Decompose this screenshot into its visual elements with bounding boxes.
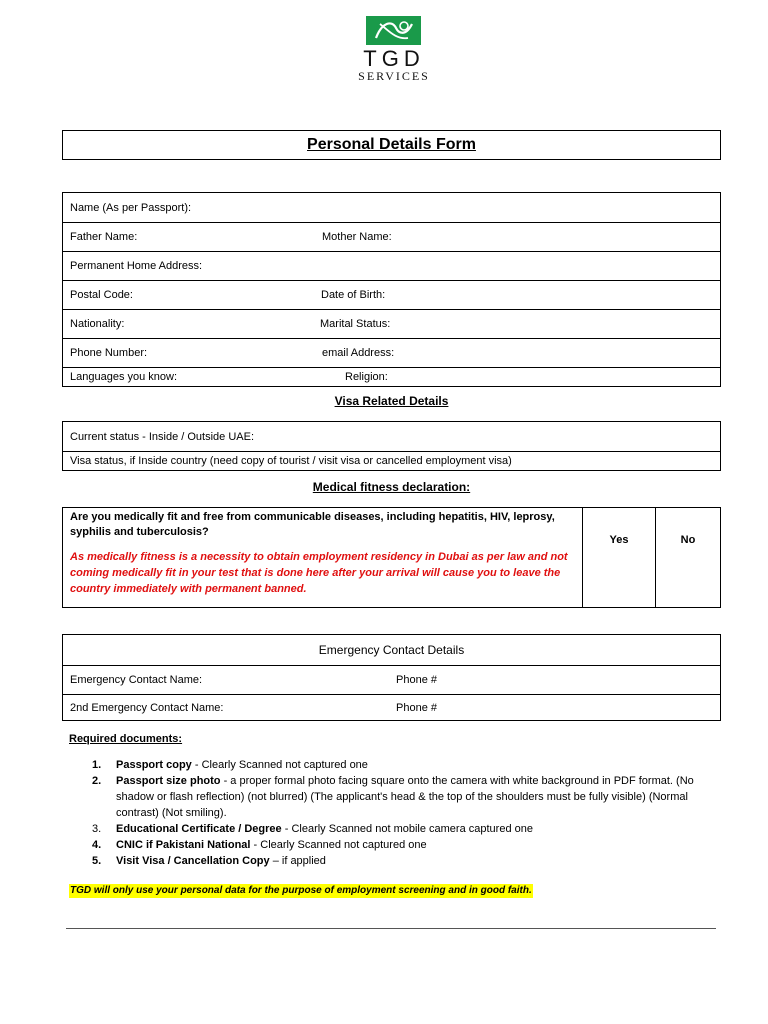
current-status-label: Current status - Inside / Outside UAE: (70, 430, 255, 443)
emergency-contact-table (62, 634, 721, 721)
postal-code-label: Postal Code: (70, 289, 133, 301)
medical-no-cell[interactable] (656, 508, 720, 607)
second-emergency-contact-row[interactable] (63, 694, 720, 720)
no-label: No (680, 534, 696, 546)
list-number: 5. (92, 855, 102, 867)
medical-yes-cell[interactable] (583, 508, 656, 607)
list-number: 4. (92, 839, 102, 851)
visa-table (62, 421, 721, 471)
nationality-row[interactable] (63, 309, 720, 338)
form-title-box (62, 130, 721, 160)
list-item (92, 837, 722, 853)
contact-row[interactable] (63, 338, 720, 367)
email-address-label: email Address: (322, 347, 395, 359)
list-number: 3. (92, 823, 102, 835)
document-name: Passport copy (116, 759, 192, 771)
second-emergency-contact-name-label: 2nd Emergency Contact Name: (70, 701, 224, 714)
list-item (92, 853, 722, 869)
visa-status-label: Visa status, if Inside country (need copy of tourist / visit visa or cancelled employment visa) (70, 455, 512, 467)
emergency-contact-name-label: Emergency Contact Name: (70, 674, 203, 686)
required-documents-title: Required documents: (69, 733, 183, 745)
document-name: CNIC if Pakistani National (116, 839, 251, 851)
list-item (92, 757, 722, 773)
visa-section-title: Visa Related Details (334, 394, 449, 408)
address-row[interactable] (63, 251, 720, 280)
list-item (92, 773, 722, 821)
marital-status-label: Marital Status: (320, 318, 391, 330)
address-label: Permanent Home Address: (70, 260, 203, 272)
medical-warning: As medically fitness is a necessity to obtain employment residency in Dubai as per law and not coming medically fit in your test that is done here after your arrival will cause you to leave the country immediately with permanent banned. (70, 551, 568, 595)
emergency-section-title: Emergency Contact Details (318, 643, 465, 657)
document-note: - a proper formal photo facing square onto the camera with white background in PDF format. (No shadow or flash reflection) (not blurred) (The applicant's head & the top of the shoulders must be fully visible) (Normal contrast) (Not smiling). (116, 775, 694, 819)
form-title: Personal Details Form (307, 136, 476, 153)
logo-text: TGD (363, 46, 425, 71)
parents-row[interactable] (63, 222, 720, 251)
required-documents-list (92, 757, 722, 869)
document-name: Visit Visa / Cancellation Copy (116, 855, 270, 867)
name-label: Name (As per Passport): (70, 201, 192, 214)
emergency-contact-row[interactable] (63, 665, 720, 694)
phone-number-label: Phone Number: (70, 347, 148, 359)
list-number: 2. (92, 775, 102, 787)
visa-current-status-row[interactable] (63, 422, 720, 451)
document-name: Educational Certificate / Degree (116, 823, 282, 835)
date-of-birth-label: Date of Birth: (321, 289, 386, 301)
data-usage-notice: TGD will only use your personal data for the purpose of employment screening and in good faith. (70, 885, 532, 896)
visa-status-row[interactable] (63, 451, 720, 470)
second-emergency-phone-label: Phone # (396, 701, 437, 714)
tgd-logo-mark (366, 16, 421, 45)
document-note: - Clearly Scanned not captured one (191, 759, 368, 771)
father-name-label: Father Name: (70, 231, 138, 243)
document-note: - Clearly Scanned not mobile camera captured one (281, 823, 533, 835)
emergency-header-row (63, 635, 720, 665)
nationality-label: Nationality: (70, 318, 125, 330)
medical-question-cell (63, 508, 583, 607)
list-number: 1. (92, 759, 102, 771)
medical-declaration-table (62, 507, 721, 608)
mother-name-label: Mother Name: (322, 231, 392, 243)
logo-subtext: SERVICES (358, 69, 430, 83)
footer-divider (66, 928, 716, 929)
document-name: Passport size photo (116, 775, 221, 787)
religion-label: Religion: (345, 371, 388, 383)
languages-label: Languages you know: (70, 371, 178, 383)
company-logo (338, 16, 450, 82)
languages-row[interactable] (63, 367, 720, 386)
postal-dob-row[interactable] (63, 280, 720, 309)
medical-section-title: Medical fitness declaration: (312, 480, 471, 494)
list-item (92, 821, 722, 837)
personal-details-table (62, 192, 721, 387)
medical-question: Are you medically fit and free from communicable diseases, including hepatitis, HIV, leprosy, syphilis and tuberculosis? (70, 511, 555, 538)
yes-label: Yes (609, 534, 629, 546)
emergency-phone-label: Phone # (396, 674, 437, 686)
document-note: - Clearly Scanned not captured one (250, 839, 427, 851)
document-note: – if applied (269, 855, 326, 867)
name-row[interactable] (63, 193, 720, 222)
